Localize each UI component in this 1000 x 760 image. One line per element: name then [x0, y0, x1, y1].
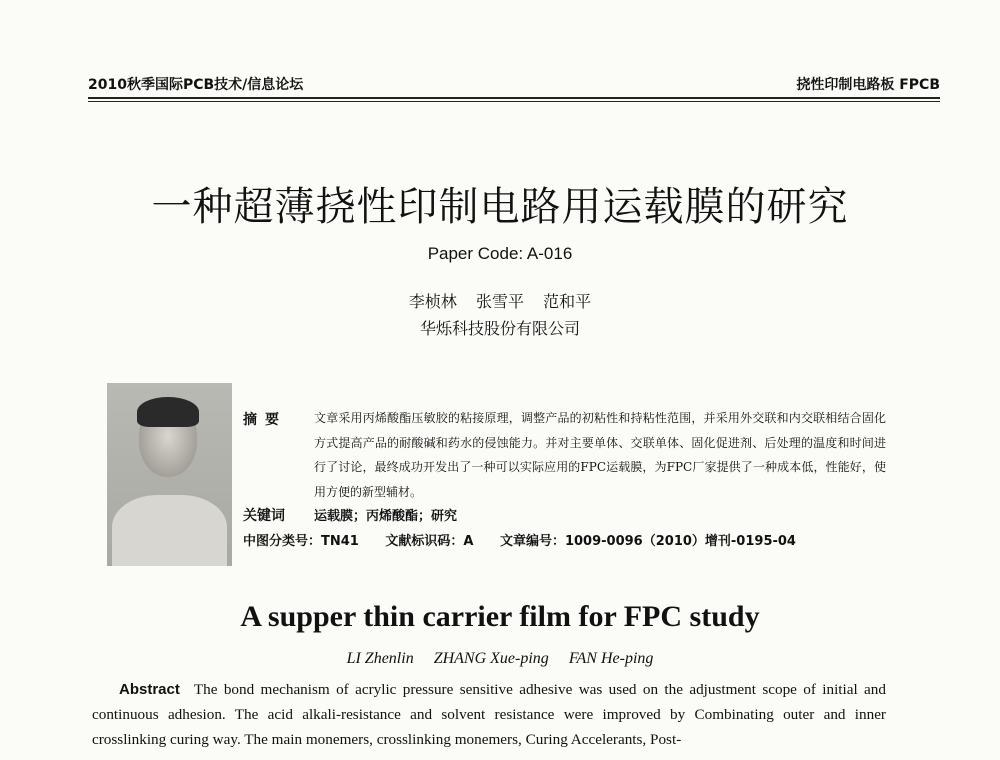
author-photo — [107, 383, 232, 566]
abstract-en-label: Abstract — [119, 681, 180, 698]
abstract-en-text: The bond mechanism of acrylic pressure sensitive adhesive was used on the adjustment scope of initial and continuous adhesion. The acid alkali-resistance and solvent resistance were improved by Combinating outer and inner crosslinking curing way. The main monemers, crosslinking monemers, Curing Accelerants, Post- — [92, 681, 886, 748]
photo-shirt — [112, 495, 227, 566]
article-number: 文章编号：1009-0096（2010）增刊-0195-04 — [499, 534, 796, 549]
abstract-en — [92, 677, 886, 752]
paper-code: Paper Code: A-016 — [427, 244, 573, 263]
classification-line — [243, 530, 818, 549]
abstract-cn-text: 文章采用丙烯酸酯压敏胶的粘接原理，调整产品的初粘性和持粘性范围，并采用外交联和内交联相结合固化方式提高产品的耐酸碱和药水的侵蚀能力。并对主要单体、交联单体、固化促进剂、后处理的温度和时间进行了讨论，最终成功开发出了一种可以实际应用的FPC运载膜，为FPC厂家提供了一种成本低，性能好，使用方便的新型辅材。 — [314, 411, 886, 499]
affiliation-cn: 华烁科技股份有限公司 — [419, 319, 580, 338]
running-header-right: 挠性印制电路板 FPCB — [796, 77, 940, 93]
keywords-value: 运载膜；丙烯酸酯；研究 — [314, 509, 458, 524]
authors-cn: 李桢林 张雪平 范和平 — [408, 292, 592, 311]
paper-title-cn: 一种超薄挠性印制电路用运载膜的研究 — [151, 184, 849, 230]
paper-title-en: A supper thin carrier film for FPC study — [240, 600, 760, 633]
document-code: 文献标识码：A — [385, 534, 474, 549]
author-en-3: FAN He-ping — [568, 650, 654, 667]
author-en-1: LI Zhenlin — [346, 650, 414, 667]
author-en-2: ZHANG Xue-ping — [433, 650, 549, 667]
keywords-label: 关键词 — [243, 508, 285, 524]
clc-number: 中图分类号：TN41 — [243, 534, 359, 549]
photo-hair — [137, 397, 199, 427]
header-rule-thin — [88, 101, 940, 102]
authors-en — [0, 650, 1000, 668]
running-header-left: 2010秋季国际PCB技术/信息论坛 — [88, 77, 304, 93]
abstract-cn-label: 摘要 — [243, 412, 287, 428]
header-rule — [88, 97, 940, 99]
